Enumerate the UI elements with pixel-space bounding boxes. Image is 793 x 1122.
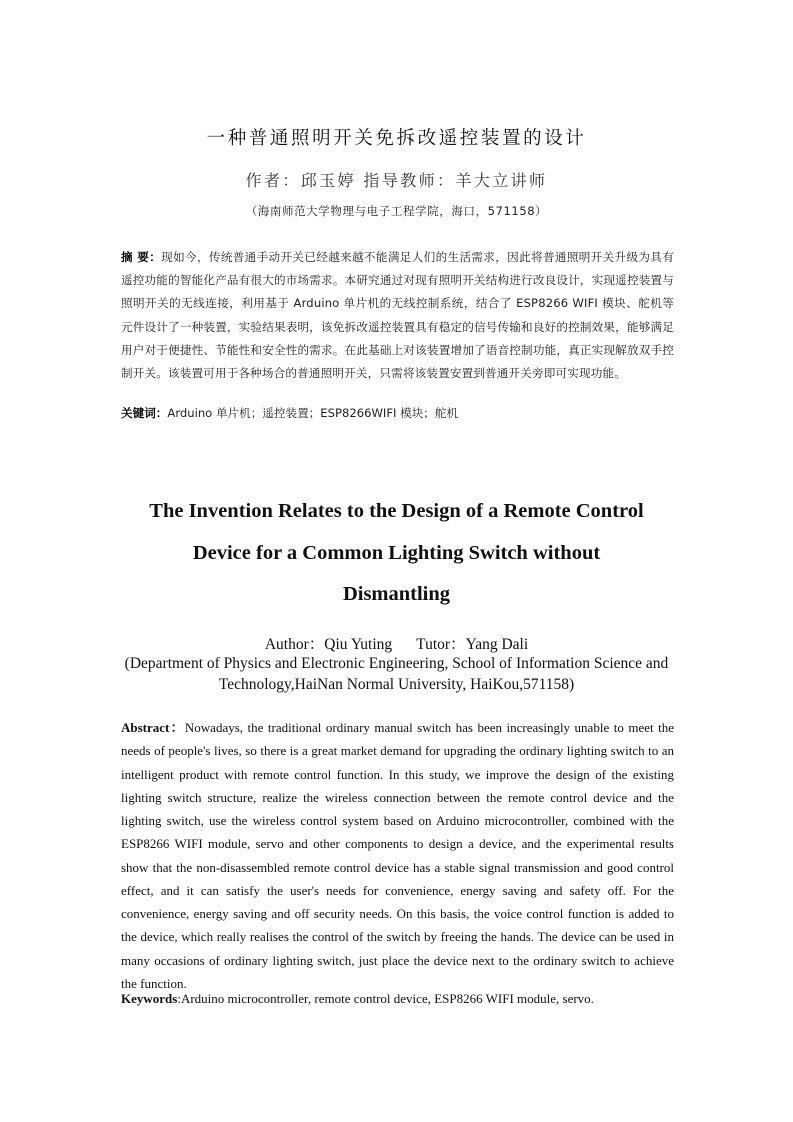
chinese-abstract-label: 摘 要：	[121, 250, 162, 264]
tutor-name: Yang Dali	[465, 636, 529, 653]
author-name: Qiu Yuting	[324, 636, 393, 653]
chinese-keywords	[121, 402, 674, 425]
english-abstract-text: Nowadays, the traditional ordinary manual switch has been increasingly unable to meet the needs of people's lives, so there is a great market demand for upgrading the ordinary lighting switch to an intelligent product with remote control function. In this study, we improve the design of the existing lighting switch structure, realize the wireless connection between the remote control device and the lighting switch, use the wireless control system based on Arduino microcontroller, combined with the ESP8266 WIFI module, servo and other components to design a device, and the experimental results show that the non-disassembled remote control device has a stable signal transmission and good control effect, and it can satisfy the user's needs for convenience, energy saving and safety off. For the convenience, energy saving and off security needs. On this basis, the voice control function is added to the device, which really realises the control of the switch by freeing the hands. The device can be used in many occasions of ordinary lighting switch, just place the device next to the ordinary switch to achieve the function.	[121, 720, 674, 991]
chinese-abstract	[121, 246, 674, 385]
english-title-line: Device for a Common Lighting Switch without	[192, 541, 601, 564]
english-keywords-text: :Arduino microcontroller, remote control device, ESP8266 WIFI module, servo.	[177, 991, 594, 1006]
chinese-keywords-text: Arduino 单片机；遥控装置；ESP8266WIFI 模块；舵机	[167, 406, 459, 420]
chinese-title: 一种普通照明开关免拆改遥控装置的设计	[206, 128, 587, 149]
english-affiliation: (Department of Physics and Electronic Engineering, School of Information Science and Technology,HaiNan Normal University, HaiKou,571158)	[124, 655, 669, 693]
chinese-abstract-text: 现如今，传统普通手动开关已经越来越不能满足人们的生活需求，因此将普通照明开关升级为具有遥控功能的智能化产品有很大的市场需求。本研究通过对现有照明开关结构进行改良设计，实现遥控装置与照明开关的无线连接，利用基于 Arduino 单片机的无线控制系统，结合了 ESP8266 WIFI 模块、舵机等元件设计了一种装置，实验结果表明，该免拆改遥控装置具有稳定的信号传输和良好的控制效果，能够满足用户对于便捷性、节能性和安全性的需求。在此基础上对该装置增加了语音控制功能，真正实现解放双手控制开关。该装置可用于各种场合的普通照明开关，只需将该装置安置到普通开关旁即可实现功能。	[121, 250, 675, 381]
chinese-authors: 作者：邱玉婷 指导教师：羊大立讲师	[245, 171, 548, 190]
english-abstract	[121, 716, 674, 995]
author-label: Author：	[264, 636, 325, 653]
tutor-label: Tutor：	[416, 636, 466, 653]
english-author-line	[0, 632, 793, 654]
english-keywords-label: Keywords	[121, 991, 178, 1006]
english-keywords	[121, 987, 674, 1010]
english-title	[100, 491, 693, 616]
english-title-line: Dismantling	[342, 583, 451, 605]
chinese-affiliation: （海南师范大学物理与电子工程学院，海口，571158）	[245, 204, 548, 218]
english-abstract-label: Abstract：	[121, 720, 185, 735]
chinese-keywords-label: 关键词：	[121, 406, 168, 420]
english-title-line: The Invention Relates to the Design of a Remote Control	[149, 500, 644, 522]
